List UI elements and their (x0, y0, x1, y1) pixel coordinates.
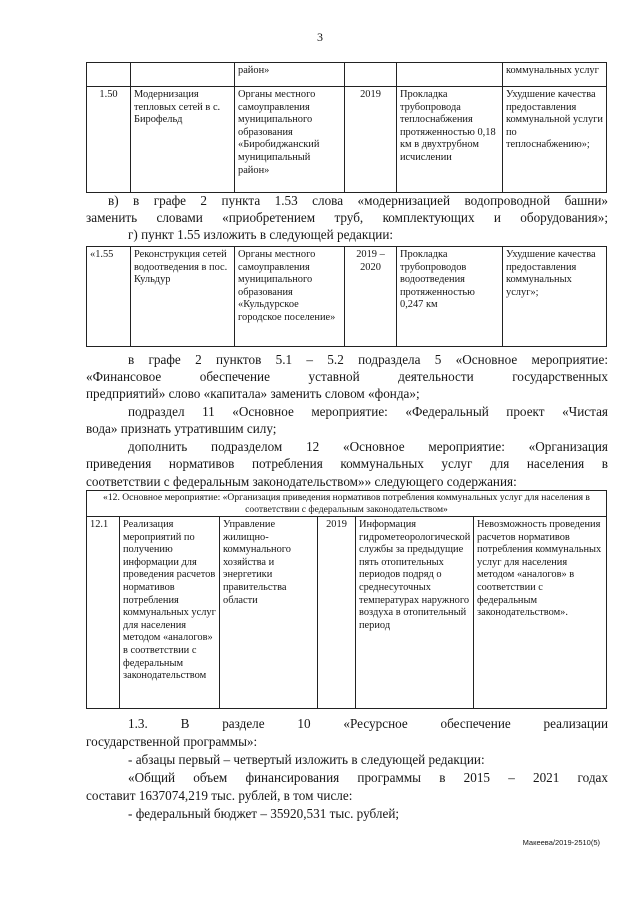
paragraph-line: «Общий объем финансирования программы в 2015 – 2021 годах (128, 770, 608, 785)
activity-name: Модернизация тепловых сетей в с. Бирофельд (131, 87, 235, 193)
row-number: 12.1 (87, 517, 120, 709)
program-table-part2 (86, 246, 607, 347)
paragraph-line: государственной программы»: (86, 734, 258, 749)
document-reference: Макеева/2019-2510(5) (522, 838, 600, 847)
activity-name: Реконструкция сетей водоотведения в пос. Кульдур (131, 247, 235, 347)
table-row (87, 517, 607, 709)
paragraph-line: приведения нормативов потребления коммунальных услуг для населения в (86, 456, 608, 471)
paragraph-line: г) пункт 1.55 изложить в следующей редакции: (128, 227, 394, 242)
table-cell: район» (235, 63, 345, 87)
activity-name: Реализация мероприятий по получению информации для проведения расчетов нормативов потребления коммунальных услуг для населения методом «аналогов» в соответствии с федеральным законодательством (120, 517, 220, 709)
row-number: «1.55 (87, 247, 131, 347)
table-row (87, 491, 607, 517)
paragraph-line: предприятий» слово «капитала» заменить словом «фонда»; (86, 386, 420, 401)
paragraph-line: в) в графе 2 пункта 1.53 слова «модернизацией водопроводной башни» (108, 193, 608, 208)
period: 2019 (345, 87, 397, 193)
paragraph-line: составит 1637074,219 тыс. рублей, в том числе: (86, 788, 353, 803)
paragraph-line: соответствии с федеральным законодательством»» следующего содержания: (86, 474, 517, 489)
consequence: Ухудшение качества предоставления коммунальной услуги по теплоснабжению»; (503, 87, 607, 193)
paragraph-line: подраздел 11 «Основное мероприятие: «Федеральный проект «Чистая (128, 404, 608, 419)
table-row (87, 63, 607, 87)
period: 2019 – 2020 (345, 247, 397, 347)
paragraph-line: вода» признать утратившим силу; (86, 421, 277, 436)
consequence: Ухудшение качества предоставления коммунальных услуг»; (503, 247, 607, 347)
program-table-part3 (86, 490, 607, 709)
expected-result: Информация гидрометеорологической службы за предыдущие пять отопительных периодов подряд о среднесуточных температурах наружного воздуха в отопительный период (356, 517, 474, 709)
paragraph-line: заменить словами «приобретением труб, комплектующих и оборудования»; (86, 210, 608, 225)
paragraph-line: 1.3. В разделе 10 «Ресурсное обеспечение реализации (128, 716, 608, 731)
paragraph-line: в графе 2 пунктов 5.1 – 5.2 подраздела 5 «Основное мероприятие: (128, 352, 608, 367)
paragraph-line: - абзацы первый – четвертый изложить в следующей редакции: (128, 752, 485, 767)
period: 2019 (318, 517, 356, 709)
expected-result: Прокладка трубопроводов водоотведения протяженностью 0,247 км (397, 247, 503, 347)
table-cell: коммунальных услуг (503, 63, 607, 87)
program-table-part1 (86, 62, 607, 193)
paragraph-line: «Финансовое обеспечение уставной деятельности государственных (86, 369, 608, 384)
row-number: 1.50 (87, 87, 131, 193)
consequence: Невозможность проведения расчетов нормативов потребления коммунальных услуг для населения методом «аналогов» в соответствии с федеральным законодательством». (474, 517, 607, 709)
responsible-org: Управление жилищно-коммунального хозяйства и энергетики правительства области (220, 517, 318, 709)
responsible-org: Органы местного самоуправления муниципального образования «Кульдурское городское поселение» (235, 247, 345, 347)
table-row (87, 247, 607, 347)
paragraph-line: дополнить подразделом 12 «Основное мероприятие: «Организация (128, 439, 608, 454)
responsible-org: Органы местного самоуправления муниципального образования «Биробиджанский муниципальный район» (235, 87, 345, 193)
expected-result: Прокладка трубопровода теплоснабжения протяженностью 0,18 км в двухтрубном исчислении (397, 87, 503, 193)
paragraph-line: - федеральный бюджет – 35920,531 тыс. рублей; (128, 806, 400, 821)
page-number: 3 (317, 30, 323, 44)
section-caption: «12. Основное мероприятие: «Организация приведения нормативов потребления коммунальных услуг для населения в соответствии с федеральным законодательством» (87, 491, 607, 517)
table-row (87, 87, 607, 193)
